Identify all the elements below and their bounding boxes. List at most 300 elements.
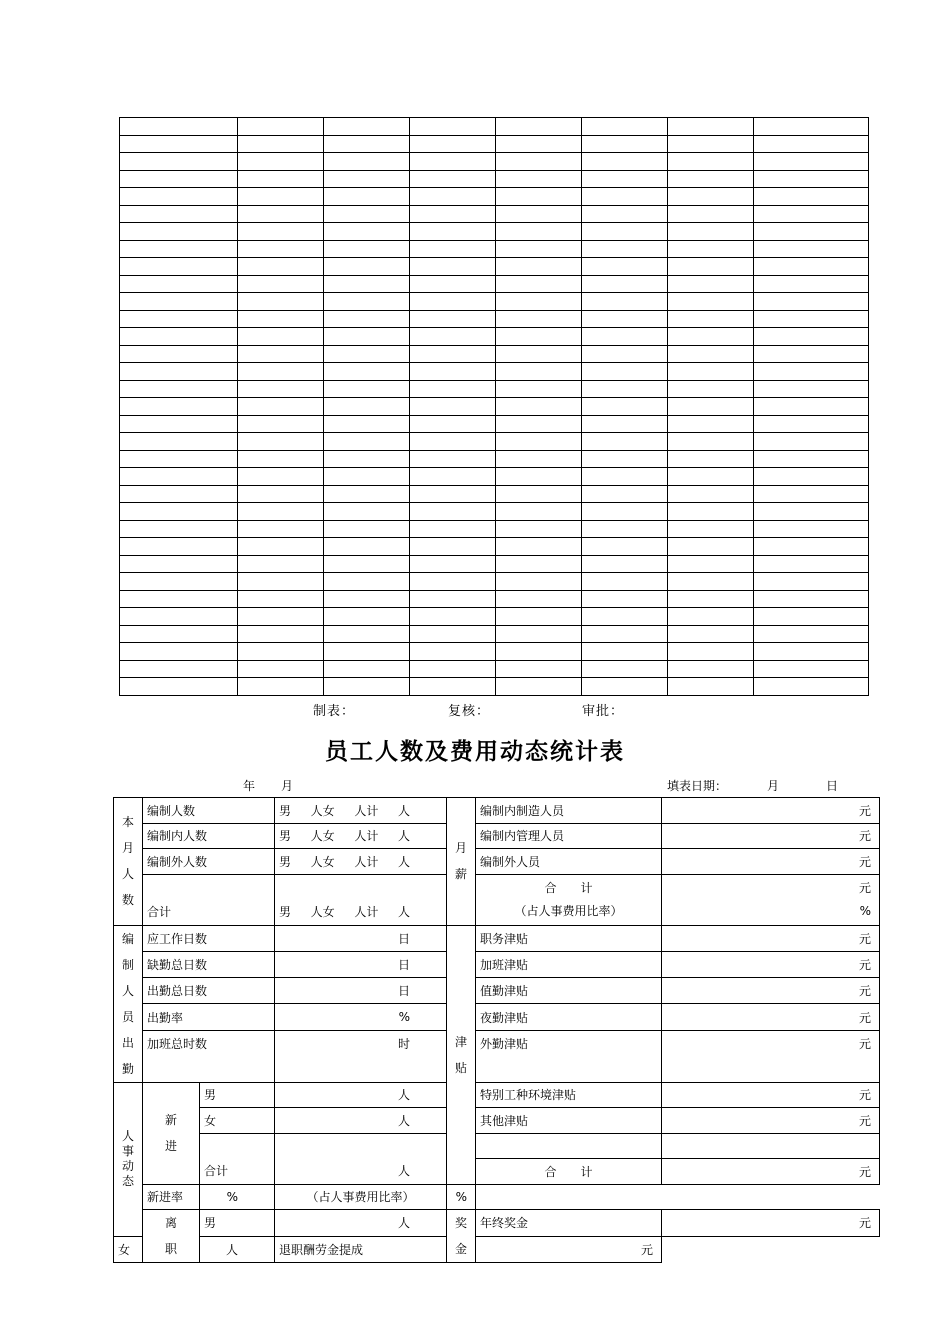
yuan-unit: 元	[662, 1082, 880, 1108]
leave-label: 离 职	[143, 1210, 200, 1263]
yuan-unit: 元	[662, 925, 880, 951]
blank-grid-cell	[238, 153, 324, 171]
blank-grid-cell	[120, 345, 238, 363]
blank-grid-cell	[754, 608, 869, 626]
blank-grid-cell	[754, 398, 869, 416]
blank-grid-cell	[668, 118, 754, 136]
blank-grid-row	[120, 205, 869, 223]
blank-grid-cell	[324, 135, 410, 153]
blank-grid-cell	[238, 450, 324, 468]
gender-cell: 男 人女 人计 人	[275, 823, 447, 849]
gender-cell: 男 人女 人计 人	[275, 849, 447, 875]
salary-subtotal-units: 元 %	[662, 874, 880, 925]
blank-grid-row	[120, 223, 869, 241]
blank-grid-cell	[324, 678, 410, 696]
blank-grid-cell	[754, 643, 869, 661]
hr-row-label: 女	[200, 1108, 275, 1134]
yuan-unit: 元	[662, 978, 880, 1004]
blank-grid-cell	[668, 293, 754, 311]
prepared-by-label: 制表：	[313, 704, 356, 719]
blank-grid-cell	[120, 398, 238, 416]
blank-grid-cell	[238, 328, 324, 346]
blank-grid-cell	[754, 345, 869, 363]
yuan-unit: 元	[662, 1159, 880, 1185]
blank-grid-cell	[582, 538, 668, 556]
blank-grid-cell	[754, 205, 869, 223]
blank-grid-cell	[120, 485, 238, 503]
blank-grid-row	[120, 555, 869, 573]
year-label: 年	[243, 779, 256, 793]
blank-grid-cell	[582, 678, 668, 696]
blank-grid-cell	[496, 398, 582, 416]
blank-grid-cell	[410, 118, 496, 136]
hr-row-unit: 人	[275, 1108, 447, 1134]
approved-by-label: 审批：	[582, 704, 625, 719]
blank-grid-row	[120, 345, 869, 363]
blank-grid-row	[120, 275, 869, 293]
blank-grid-row	[120, 415, 869, 433]
blank-grid-cell	[754, 678, 869, 696]
blank-grid-cell	[582, 503, 668, 521]
blank-grid-cell	[582, 555, 668, 573]
blank-grid-cell	[324, 660, 410, 678]
blank-grid-cell	[582, 188, 668, 206]
blank-grid-cell	[754, 450, 869, 468]
blank-grid-cell	[120, 678, 238, 696]
blank-grid-cell	[410, 153, 496, 171]
blank-grid-cell	[668, 503, 754, 521]
blank-grid-cell	[496, 450, 582, 468]
blank-grid-cell	[238, 310, 324, 328]
bonus-section-label: 奖 金	[447, 1210, 476, 1263]
blank-grid-cell	[582, 608, 668, 626]
blank-grid-cell	[120, 205, 238, 223]
attendance-label: 出勤率	[143, 1004, 275, 1030]
blank-grid-cell	[238, 240, 324, 258]
blank-grid-cell	[754, 258, 869, 276]
blank-grid-cell	[668, 450, 754, 468]
blank-grid-cell	[754, 240, 869, 258]
blank-grid-cell	[754, 625, 869, 643]
blank-grid-row	[120, 170, 869, 188]
blank-grid-cell	[120, 608, 238, 626]
gender-cell: 男 人女 人计 人	[275, 874, 447, 925]
blank-grid-cell	[120, 503, 238, 521]
blank-grid-cell	[668, 310, 754, 328]
blank-grid-cell	[410, 520, 496, 538]
blank-grid-cell	[754, 328, 869, 346]
allowance-item: 加班津贴	[476, 951, 662, 977]
blank-grid-cell	[120, 293, 238, 311]
yuan-unit: 元	[662, 1030, 880, 1082]
blank-grid-cell	[120, 258, 238, 276]
blank-grid-cell	[238, 590, 324, 608]
blank-grid-cell	[496, 363, 582, 381]
blank-grid-cell	[120, 153, 238, 171]
blank-grid-cell	[238, 135, 324, 153]
blank-grid-cell	[582, 660, 668, 678]
blank-grid-cell	[668, 170, 754, 188]
blank-grid-row	[120, 293, 869, 311]
yuan-unit: 元	[476, 1236, 662, 1263]
blank-grid-cell	[496, 625, 582, 643]
blank-grid-cell	[324, 153, 410, 171]
blank-grid-cell	[410, 363, 496, 381]
blank-grid-cell	[410, 223, 496, 241]
blank-grid-cell	[496, 660, 582, 678]
blank-grid-cell	[120, 415, 238, 433]
blank-grid-cell	[238, 258, 324, 276]
blank-grid-cell	[496, 608, 582, 626]
blank-grid-cell	[668, 590, 754, 608]
blank-grid-cell	[496, 135, 582, 153]
blank-grid-cell	[120, 538, 238, 556]
hr-row-unit: 人	[275, 1082, 447, 1108]
blank-grid-cell	[668, 468, 754, 486]
blank-grid-row	[120, 538, 869, 556]
blank-grid-cell	[754, 538, 869, 556]
blank-grid-cell	[238, 660, 324, 678]
blank-grid-cell	[324, 188, 410, 206]
headcount-row-label: 编制内人数	[143, 823, 275, 849]
blank-grid-cell	[324, 538, 410, 556]
blank-grid-cell	[410, 188, 496, 206]
blank-grid-cell	[410, 625, 496, 643]
blank-grid-cell	[410, 310, 496, 328]
allowance-subtotal: 合 计	[476, 1159, 662, 1185]
blank-grid-cell	[668, 573, 754, 591]
blank-grid-cell	[238, 205, 324, 223]
blank-grid-cell	[668, 135, 754, 153]
blank-grid-cell	[668, 398, 754, 416]
blank-grid-cell	[238, 363, 324, 381]
blank-grid-cell	[496, 328, 582, 346]
blank-grid-cell	[496, 380, 582, 398]
blank-grid-cell	[238, 223, 324, 241]
blank-grid-cell	[582, 135, 668, 153]
blank-grid-row	[120, 573, 869, 591]
blank-grid-cell	[668, 555, 754, 573]
blank-grid-cell	[410, 450, 496, 468]
new-hire-label: 新 进	[143, 1082, 200, 1184]
blank-grid-row	[120, 363, 869, 381]
attendance-section-label: 编 制 人 员 出 勤	[114, 925, 143, 1082]
fill-day-label: 日	[826, 779, 839, 793]
blank-grid-cell	[582, 345, 668, 363]
salary-subtotal: 合 计 （占人事费用比率）	[476, 874, 662, 925]
blank-grid-row	[120, 188, 869, 206]
blank-grid-cell	[496, 573, 582, 591]
yuan-unit: 元	[662, 823, 880, 849]
attendance-label: 应工作日数	[143, 925, 275, 951]
blank-grid-cell	[324, 345, 410, 363]
blank-grid-cell	[496, 415, 582, 433]
blank-grid-cell	[582, 415, 668, 433]
blank-grid-cell	[496, 240, 582, 258]
blank-grid-cell	[496, 223, 582, 241]
blank-grid-cell	[582, 398, 668, 416]
blank-grid-cell	[238, 275, 324, 293]
blank-grid-cell	[324, 450, 410, 468]
blank-grid-cell	[754, 485, 869, 503]
blank-grid-cell	[496, 205, 582, 223]
blank-grid-row	[120, 135, 869, 153]
blank-grid-cell	[410, 135, 496, 153]
blank-grid-cell	[410, 538, 496, 556]
blank-grid-cell	[410, 258, 496, 276]
blank-grid-cell	[582, 380, 668, 398]
blank-grid-cell	[582, 153, 668, 171]
blank-grid-cell	[324, 223, 410, 241]
blank-grid-cell	[120, 328, 238, 346]
blank-grid-cell	[668, 625, 754, 643]
hr-row-unit: 人	[200, 1236, 275, 1263]
allowance-item: 值勤津贴	[476, 978, 662, 1004]
attendance-unit: 时	[275, 1030, 447, 1082]
blank-grid-cell	[120, 555, 238, 573]
blank-grid-cell	[238, 503, 324, 521]
blank-grid-cell	[582, 520, 668, 538]
percent-unit: %	[447, 1184, 476, 1210]
blank-grid-cell	[582, 328, 668, 346]
blank-grid-cell	[582, 258, 668, 276]
blank-grid-cell	[496, 293, 582, 311]
blank-grid-cell	[324, 170, 410, 188]
headcount-section-label: 本 月 人 数	[114, 798, 143, 926]
blank-grid-row	[120, 468, 869, 486]
hr-row-label: 男	[200, 1082, 275, 1108]
blank-grid-row	[120, 503, 869, 521]
blank-grid-cell	[324, 643, 410, 661]
blank-grid-cell	[754, 555, 869, 573]
blank-grid-cell	[754, 415, 869, 433]
hr-row-label: 男	[200, 1210, 275, 1237]
hr-row-unit: %	[200, 1184, 275, 1210]
blank-grid-cell	[496, 170, 582, 188]
blank-grid-cell	[754, 363, 869, 381]
blank-grid-cell	[410, 573, 496, 591]
blank-grid-cell	[582, 275, 668, 293]
blank-grid-cell	[120, 625, 238, 643]
blank-grid-cell	[754, 170, 869, 188]
headcount-row-label: 编制外人数	[143, 849, 275, 875]
blank-grid-cell	[324, 625, 410, 643]
blank-grid-row	[120, 258, 869, 276]
blank-grid-cell	[410, 380, 496, 398]
yuan-unit: 元	[662, 951, 880, 977]
blank-grid-cell	[324, 398, 410, 416]
blank-grid-cell	[754, 135, 869, 153]
blank-grid-cell	[496, 590, 582, 608]
blank-grid-row	[120, 450, 869, 468]
yuan-unit: 元	[662, 1004, 880, 1030]
blank-grid-cell	[754, 520, 869, 538]
blank-grid-cell	[668, 153, 754, 171]
blank-grid-cell	[410, 468, 496, 486]
blank-grid-cell	[324, 258, 410, 276]
blank-grid-cell	[324, 240, 410, 258]
yuan-unit: 元	[662, 1210, 880, 1237]
blank-grid-cell	[754, 380, 869, 398]
blank-grid-cell	[120, 380, 238, 398]
blank-grid-row	[120, 485, 869, 503]
blank-grid-cell	[120, 643, 238, 661]
blank-grid-cell	[668, 188, 754, 206]
blank-grid-cell	[754, 310, 869, 328]
blank-grid-cell	[582, 310, 668, 328]
blank-grid-cell	[582, 293, 668, 311]
attendance-label: 加班总时数	[143, 1030, 275, 1082]
salary-item: 编制内管理人员	[476, 823, 662, 849]
blank-grid-cell	[496, 538, 582, 556]
blank-grid-cell	[668, 520, 754, 538]
blank-grid-cell	[582, 625, 668, 643]
blank-grid-cell	[496, 468, 582, 486]
blank-grid-cell	[582, 573, 668, 591]
blank-grid-cell	[324, 363, 410, 381]
blank-grid-cell	[324, 590, 410, 608]
blank-grid-cell	[668, 538, 754, 556]
salary-item: 编制内制造人员	[476, 798, 662, 824]
blank-grid-cell	[410, 433, 496, 451]
blank-grid-cell	[410, 328, 496, 346]
hr-row-label: 合计	[200, 1133, 275, 1184]
blank-grid-table	[119, 117, 869, 696]
blank-grid-row	[120, 608, 869, 626]
blank-grid-cell	[668, 258, 754, 276]
allowance-item: 职务津贴	[476, 925, 662, 951]
blank-grid-cell	[324, 468, 410, 486]
blank-grid-cell	[324, 310, 410, 328]
blank-grid-cell	[754, 118, 869, 136]
blank-grid-cell	[496, 503, 582, 521]
blank-grid-cell	[496, 643, 582, 661]
blank-grid-cell	[238, 538, 324, 556]
blank-grid-cell	[238, 433, 324, 451]
blank-grid-cell	[324, 415, 410, 433]
blank-grid-cell	[410, 555, 496, 573]
month-label: 月	[281, 779, 294, 793]
blank-grid-cell	[582, 170, 668, 188]
blank-grid-cell	[410, 608, 496, 626]
blank-grid-cell	[238, 118, 324, 136]
statistics-table	[113, 797, 880, 1263]
hr-row-label: 新进率	[143, 1184, 200, 1210]
bonus-item: 退职酬劳金提成	[275, 1236, 447, 1263]
blank-grid-cell	[324, 608, 410, 626]
blank-grid-cell	[120, 573, 238, 591]
attendance-unit: 日	[275, 978, 447, 1004]
blank-grid-cell	[668, 678, 754, 696]
blank-grid-cell	[496, 118, 582, 136]
blank-grid-cell	[582, 433, 668, 451]
blank-grid-cell	[324, 328, 410, 346]
salary-section-label: 月 薪	[447, 798, 476, 926]
blank-grid-row	[120, 433, 869, 451]
blank-grid-cell	[410, 170, 496, 188]
blank-grid-cell	[410, 398, 496, 416]
blank-grid-cell	[410, 485, 496, 503]
blank-grid-cell	[668, 485, 754, 503]
blank-grid-cell	[410, 293, 496, 311]
blank-grid-cell	[668, 608, 754, 626]
blank-grid-cell	[582, 363, 668, 381]
blank-grid-cell	[120, 468, 238, 486]
attendance-unit: 日	[275, 951, 447, 977]
blank-grid-cell	[410, 590, 496, 608]
allowance-section-label: 津 贴	[447, 925, 476, 1184]
blank-grid-cell	[120, 363, 238, 381]
blank-grid-cell	[668, 223, 754, 241]
blank-grid-cell	[324, 293, 410, 311]
headcount-row-label: 合计	[143, 874, 275, 925]
blank-grid-cell	[238, 345, 324, 363]
blank-grid-cell	[120, 660, 238, 678]
blank-grid-cell	[238, 678, 324, 696]
blank-grid-cell	[668, 328, 754, 346]
blank-grid-cell	[754, 275, 869, 293]
blank-grid-cell	[582, 223, 668, 241]
blank-grid-cell	[668, 275, 754, 293]
blank-grid-row	[120, 310, 869, 328]
blank-grid-cell	[238, 573, 324, 591]
blank-grid-cell	[324, 275, 410, 293]
blank-grid-cell	[496, 433, 582, 451]
blank-grid-cell	[754, 660, 869, 678]
blank-grid-cell	[496, 275, 582, 293]
blank-grid-cell	[496, 555, 582, 573]
blank-grid-cell	[324, 520, 410, 538]
blank-grid-cell	[754, 223, 869, 241]
blank-grid-cell	[754, 590, 869, 608]
blank-grid-cell	[324, 433, 410, 451]
blank-grid-cell	[120, 275, 238, 293]
salary-item: 编制外人员	[476, 849, 662, 875]
blank-grid-row	[120, 118, 869, 136]
blank-grid-cell	[120, 590, 238, 608]
blank-grid-cell	[120, 135, 238, 153]
blank-cell	[662, 1133, 880, 1159]
blank-grid-cell	[410, 643, 496, 661]
blank-grid-cell	[120, 170, 238, 188]
blank-grid-cell	[238, 485, 324, 503]
blank-grid-cell	[582, 450, 668, 468]
blank-grid-cell	[754, 503, 869, 521]
blank-grid-cell	[324, 485, 410, 503]
blank-grid-cell	[410, 275, 496, 293]
blank-grid-cell	[120, 118, 238, 136]
allowance-item: 特别工种环境津贴	[476, 1082, 662, 1108]
blank-grid-row	[120, 380, 869, 398]
blank-grid-cell	[582, 118, 668, 136]
blank-grid-cell	[238, 293, 324, 311]
blank-grid-cell	[496, 678, 582, 696]
blank-grid-cell	[324, 573, 410, 591]
blank-grid-cell	[496, 153, 582, 171]
blank-cell	[476, 1133, 662, 1159]
blank-grid-cell	[410, 205, 496, 223]
hr-row-unit: 人	[275, 1133, 447, 1184]
blank-grid-cell	[120, 450, 238, 468]
blank-grid-row	[120, 625, 869, 643]
blank-grid-cell	[496, 258, 582, 276]
blank-grid-row	[120, 590, 869, 608]
blank-grid-cell	[324, 503, 410, 521]
blank-grid-cell	[120, 310, 238, 328]
blank-grid-cell	[410, 660, 496, 678]
blank-grid-cell	[668, 643, 754, 661]
attendance-unit: %	[275, 1004, 447, 1030]
